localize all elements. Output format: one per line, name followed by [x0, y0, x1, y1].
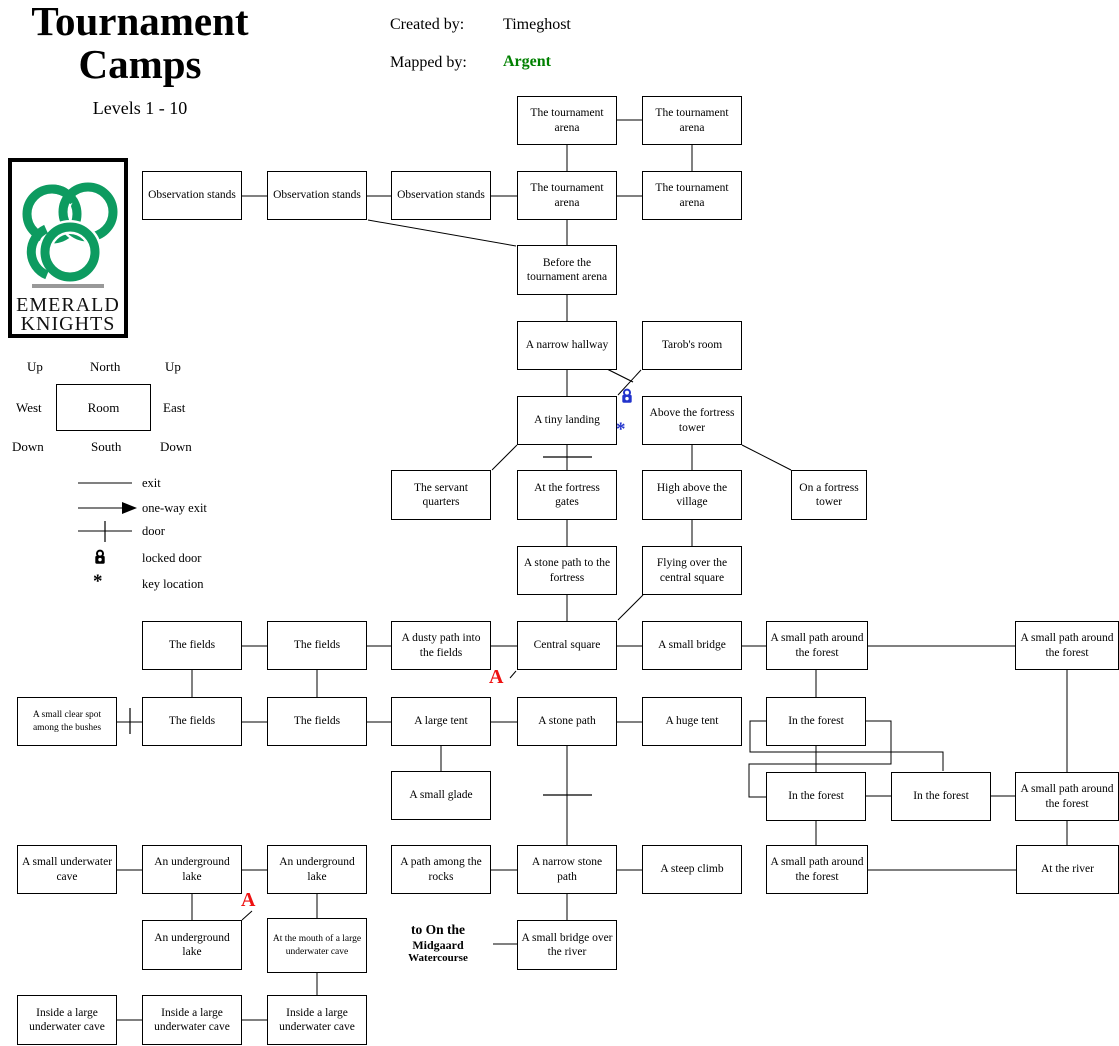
room-a-small-bridge: A small bridge: [642, 621, 742, 670]
locked-door-icon: [621, 388, 633, 408]
legend-room-label: Room: [87, 399, 120, 415]
room-high-above-the-village: High above the village: [642, 470, 742, 520]
exit-line: [242, 911, 252, 920]
exit-line: [510, 671, 516, 678]
room-in-the-forest-1: In the forest: [766, 697, 866, 746]
room-flying-over-the-central-square: Flying over the central square: [642, 546, 742, 595]
exit-line: [368, 220, 516, 246]
room-before-the-tournament-arena: Before the tournament arena: [517, 245, 617, 295]
room-tarobs-room: Tarob's room: [642, 321, 742, 370]
emerald-knights-logo: [8, 158, 128, 338]
room-on-a-fortress-tower: On a fortress tower: [791, 470, 867, 520]
room-a-tiny-landing: A tiny landing: [517, 396, 617, 445]
room-tournament-arena-se: The tournament arena: [642, 171, 742, 220]
emerald-knights-rings-icon: [12, 162, 124, 334]
created-by-value: Timeghost: [503, 16, 571, 33]
legend-west: West: [16, 400, 42, 415]
room-a-steep-climb: A steep climb: [642, 845, 742, 894]
legend-north: North: [90, 359, 121, 374]
logo-text-line-2: KNIGHTS: [20, 313, 116, 334]
padlock-icon: [621, 388, 633, 404]
logo-text-line-1: EMERALD: [16, 294, 120, 316]
exit-line: [492, 445, 517, 470]
room-the-fields-se: The fields: [267, 697, 367, 746]
legend-one-way-exit-label: one-way exit: [142, 501, 207, 515]
title-line-1: Tournament: [31, 0, 249, 44]
room-a-small-underwater-cave: A small underwater cave: [17, 845, 117, 894]
title-line-2: Camps: [78, 41, 202, 88]
room-in-the-forest-3: In the forest: [891, 772, 991, 821]
room-a-small-bridge-over-the-river: A small bridge over the river: [517, 920, 617, 970]
entry-point-marker: A: [489, 666, 504, 688]
legend-up-west: Up: [27, 359, 43, 374]
room-a-dusty-path-into-the-fields: A dusty path into the fields: [391, 621, 491, 670]
legend-down-east: Down: [160, 439, 192, 454]
key-location-marker: *: [616, 419, 626, 440]
room-the-fields-nw: The fields: [142, 621, 242, 670]
legend-up-east: Up: [165, 359, 181, 374]
map-title: [0, 0, 280, 119]
room-small-path-around-forest-2: A small path around the forest: [1015, 621, 1119, 670]
title-subtitle: Levels 1 - 10: [92, 98, 188, 119]
legend-one-way-arrowhead-icon: [122, 502, 137, 514]
legend-room-box: [56, 384, 151, 431]
room-a-small-clear-spot: A small clear spot among the bushes: [17, 697, 117, 746]
room-a-narrow-hallway: A narrow hallway: [517, 321, 617, 370]
room-a-huge-tent: A huge tent: [642, 697, 742, 746]
mapped-by-label: Mapped by:: [390, 54, 467, 71]
room-an-underground-lake-1: An underground lake: [142, 845, 242, 894]
room-tournament-arena-ne: The tournament arena: [642, 96, 742, 145]
room-a-stone-path-to-the-fortress: A stone path to the fortress: [517, 546, 617, 595]
padlock-icon: [94, 549, 106, 565]
room-in-the-forest-2: In the forest: [766, 772, 866, 821]
offmap-destination-label: [394, 922, 482, 965]
room-observation-stands-1: Observation stands: [142, 171, 242, 220]
locked-door-icon: [94, 549, 106, 569]
legend-key-location-label: key location: [142, 577, 204, 591]
room-inside-a-large-underwater-cave-3: Inside a large underwater cave: [267, 995, 367, 1045]
legend-down-west: Down: [12, 439, 44, 454]
room-an-underground-lake-2: An underground lake: [267, 845, 367, 894]
legend-east: East: [163, 400, 186, 415]
room-above-the-fortress-tower: Above the fortress tower: [642, 396, 742, 445]
room-a-stone-path: A stone path: [517, 697, 617, 746]
room-a-narrow-stone-path: A narrow stone path: [517, 845, 617, 894]
key-location-marker: *: [93, 571, 103, 592]
entry-point-marker: A: [241, 889, 256, 911]
room-the-fields-ne: The fields: [267, 621, 367, 670]
room-observation-stands-2: Observation stands: [267, 171, 367, 220]
room-at-the-river: At the river: [1016, 845, 1119, 894]
exit-line: [618, 595, 643, 620]
room-central-square: Central square: [517, 621, 617, 670]
room-observation-stands-3: Observation stands: [391, 171, 491, 220]
legend-locked-door-label: locked door: [142, 551, 202, 565]
room-small-path-around-forest-1: A small path around the forest: [766, 621, 868, 670]
room-a-path-among-the-rocks: A path among the rocks: [391, 845, 491, 894]
offmap-line-2: Midgaard: [412, 937, 464, 952]
room-small-path-around-forest-4: A small path around the forest: [766, 845, 868, 894]
legend-door-label: door: [142, 524, 165, 538]
room-small-path-around-forest-3: A small path around the forest: [1015, 772, 1119, 821]
created-by-label: Created by:: [390, 16, 465, 33]
room-an-underground-lake-3: An underground lake: [142, 920, 242, 970]
room-cave-mouth: At the mouth of a large underwater cave: [267, 918, 367, 973]
room-a-small-glade: A small glade: [391, 771, 491, 820]
room-a-large-tent: A large tent: [391, 697, 491, 746]
legend-south: South: [91, 439, 122, 454]
offmap-line-3: Watercourse: [408, 951, 468, 964]
mapped-by-value: Argent: [503, 53, 551, 70]
offmap-line-1: to On the: [411, 922, 465, 937]
room-inside-a-large-underwater-cave-2: Inside a large underwater cave: [142, 995, 242, 1045]
room-tournament-arena-nw: The tournament arena: [517, 96, 617, 145]
exit-line: [742, 445, 791, 470]
room-inside-a-large-underwater-cave-1: Inside a large underwater cave: [17, 995, 117, 1045]
room-tournament-arena-sw: The tournament arena: [517, 171, 617, 220]
legend-exit-label: exit: [142, 476, 161, 490]
room-the-servant-quarters: The servant quarters: [391, 470, 491, 520]
room-the-fields-sw: The fields: [142, 697, 242, 746]
room-at-the-fortress-gates: At the fortress gates: [517, 470, 617, 520]
